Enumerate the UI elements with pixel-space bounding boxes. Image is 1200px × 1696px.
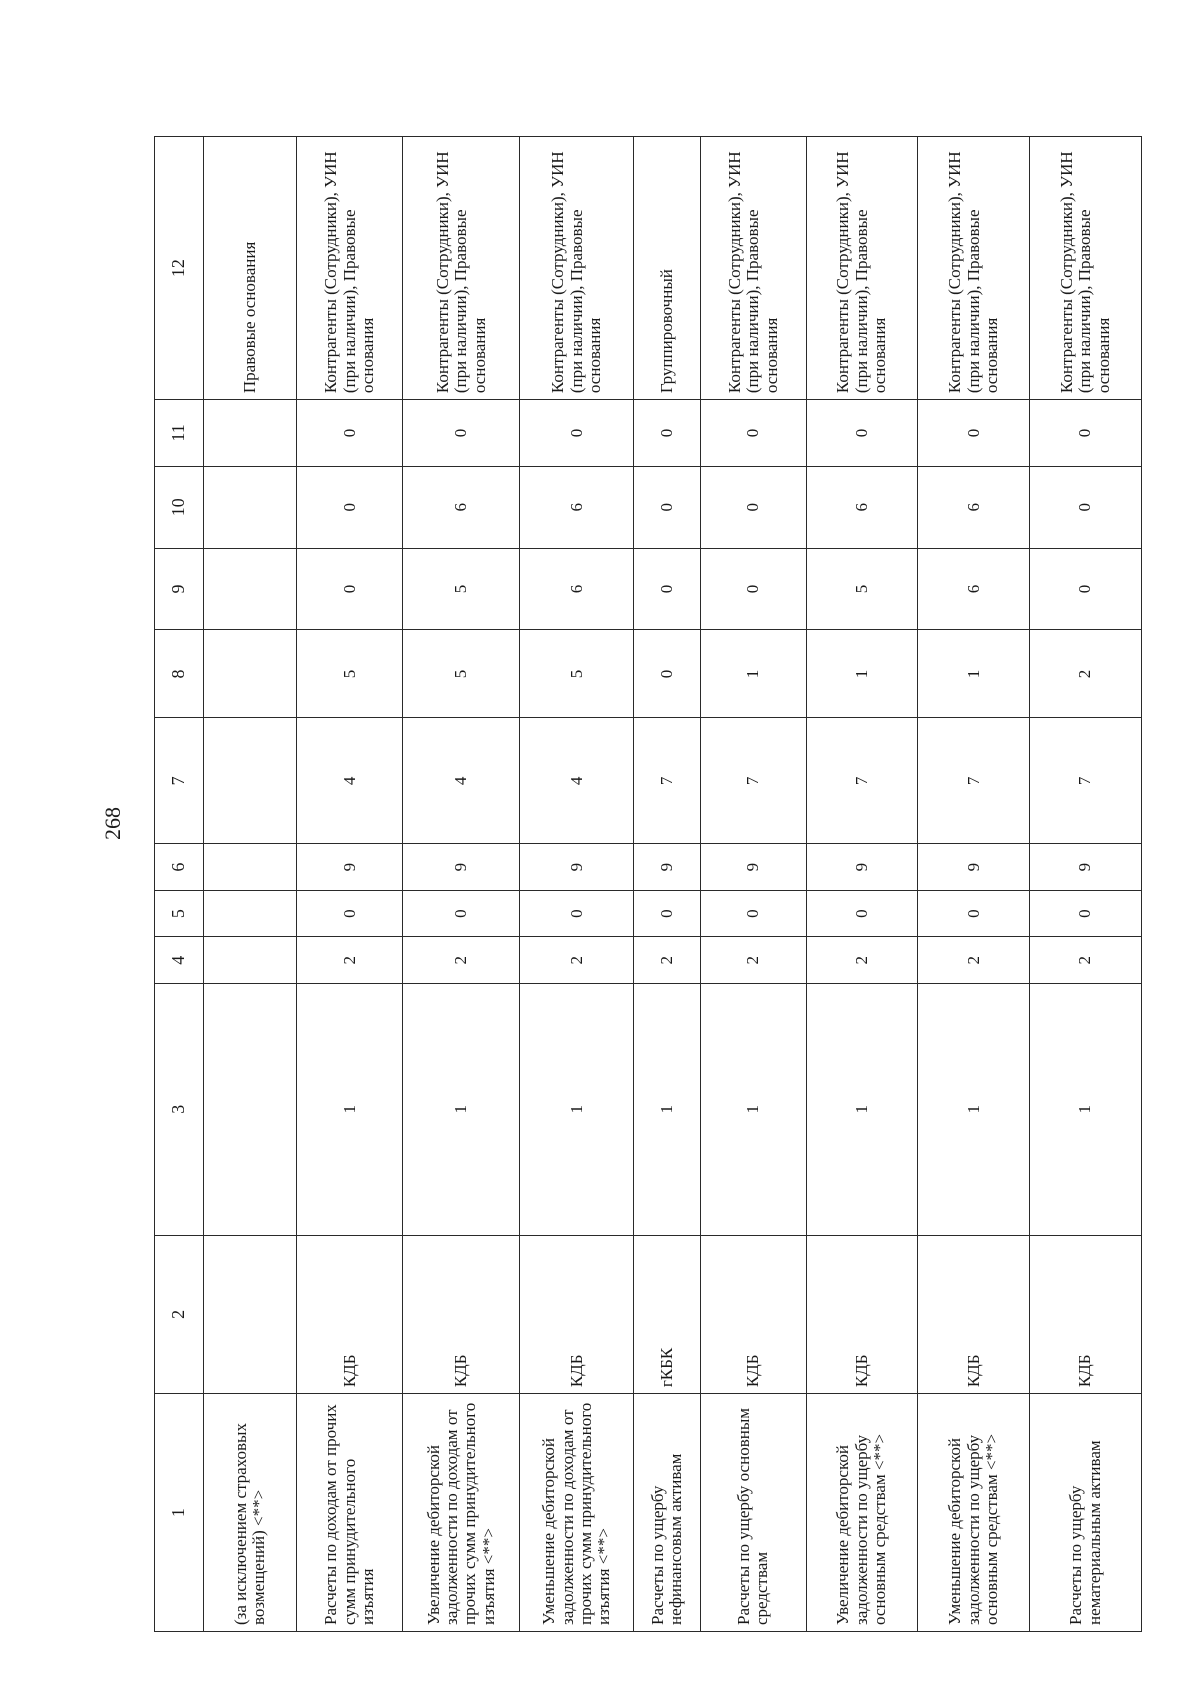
table-cell-col8: 5 xyxy=(520,630,634,718)
table-cell-col12: Контрагенты (Сотрудники), УИН (при наличии), Правовые основания xyxy=(806,137,918,400)
table-cell-col10: 0 xyxy=(296,466,403,548)
table-cell-col5 xyxy=(204,890,297,937)
table-cell-col4 xyxy=(204,937,297,984)
table-cell-col6: 9 xyxy=(701,844,806,891)
table-row xyxy=(296,137,403,1632)
table-cell-col9: 0 xyxy=(296,548,403,630)
col-header: 11 xyxy=(155,400,204,467)
table-cell-col2: гКБК xyxy=(634,1235,701,1394)
table-cell-col10: 0 xyxy=(701,466,806,548)
table-cell-col12: Контрагенты (Сотрудники), УИН (при наличии), Правовые основания xyxy=(520,137,634,400)
table-cell-col6: 9 xyxy=(296,844,403,891)
table-cell-col2: КДБ xyxy=(806,1235,918,1394)
table-cell-col8: 1 xyxy=(918,630,1030,718)
table-cell-col8: 0 xyxy=(634,630,701,718)
table-cell-col7: 7 xyxy=(634,718,701,844)
table-cell-col6 xyxy=(204,844,297,891)
table-row xyxy=(204,137,297,1632)
table-cell-col10: 6 xyxy=(520,466,634,548)
table-cell-col5: 0 xyxy=(296,890,403,937)
table-cell-col11: 0 xyxy=(918,400,1030,467)
table-cell-col8: 2 xyxy=(1030,630,1142,718)
table-cell-col2: КДБ xyxy=(403,1235,520,1394)
table-cell-col4: 2 xyxy=(806,937,918,984)
table-cell-col11: 0 xyxy=(806,400,918,467)
table-cell-col11 xyxy=(204,400,297,467)
table-cell-col5: 0 xyxy=(520,890,634,937)
table-cell-col3: 1 xyxy=(701,983,806,1235)
table-cell-col9: 5 xyxy=(806,548,918,630)
table-cell-col1: Увеличение дебиторской задолженности по доходам от прочих сумм принудительного изъятия <**> xyxy=(403,1394,520,1632)
table-cell-col3: 1 xyxy=(1030,983,1142,1235)
table-row xyxy=(918,137,1030,1632)
table-cell-col9: 0 xyxy=(701,548,806,630)
table-cell-col9: 5 xyxy=(403,548,520,630)
table-cell-col9: 6 xyxy=(520,548,634,630)
table-cell-col5: 0 xyxy=(918,890,1030,937)
table-cell-col6: 9 xyxy=(1030,844,1142,891)
table-cell-col11: 0 xyxy=(403,400,520,467)
table-cell-col7: 7 xyxy=(806,718,918,844)
table-cell-col10: 6 xyxy=(403,466,520,548)
table-row xyxy=(520,137,634,1632)
table-cell-col6: 9 xyxy=(806,844,918,891)
table-cell-col2 xyxy=(204,1235,297,1394)
col-header: 7 xyxy=(155,718,204,844)
table-cell-col4: 2 xyxy=(634,937,701,984)
table-cell-col4: 2 xyxy=(1030,937,1142,984)
col-header: 4 xyxy=(155,937,204,984)
table-cell-col7: 4 xyxy=(296,718,403,844)
table-row xyxy=(806,137,918,1632)
col-header: 9 xyxy=(155,548,204,630)
table-cell-col12: Правовые основания xyxy=(204,137,297,400)
table-cell-col1: Расчеты по ущербу основным средствам xyxy=(701,1394,806,1632)
table-cell-col4: 2 xyxy=(918,937,1030,984)
table-cell-col5: 0 xyxy=(1030,890,1142,937)
table-cell-col8: 5 xyxy=(403,630,520,718)
table-row xyxy=(701,137,806,1632)
table-cell-col1: Уменьшение дебиторской задолженности по доходам от прочих сумм принудительного изъятия <**> xyxy=(520,1394,634,1632)
table-cell-col11: 0 xyxy=(520,400,634,467)
table-cell-col3: 1 xyxy=(403,983,520,1235)
col-header: 1 xyxy=(155,1394,204,1632)
table-cell-col5: 0 xyxy=(806,890,918,937)
table-cell-col10: 6 xyxy=(806,466,918,548)
table-cell-col1: (за исключением страховых возмещений) <**> xyxy=(204,1394,297,1632)
table-cell-col1: Расчеты по доходам от прочих сумм принудительного изъятия xyxy=(296,1394,403,1632)
table-cell-col12: Контрагенты (Сотрудники), УИН (при наличии), Правовые основания xyxy=(918,137,1030,400)
header-row xyxy=(155,137,204,1632)
table-cell-col7: 4 xyxy=(403,718,520,844)
table-cell-col7: 7 xyxy=(918,718,1030,844)
table-cell-col12: Контрагенты (Сотрудники), УИН (при наличии), Правовые основания xyxy=(1030,137,1142,400)
table-cell-col4: 2 xyxy=(296,937,403,984)
table-cell-col4: 2 xyxy=(701,937,806,984)
table-cell-col9: 0 xyxy=(634,548,701,630)
table-cell-col1: Расчеты по ущербу нематериальным активам xyxy=(1030,1394,1142,1632)
col-header: 8 xyxy=(155,630,204,718)
table-cell-col6: 9 xyxy=(403,844,520,891)
table-cell-col1: Уменьшение дебиторской задолженности по ущербу основным средствам <**> xyxy=(918,1394,1030,1632)
table-cell-col8 xyxy=(204,630,297,718)
page-number: 268 xyxy=(100,807,125,840)
table-cell-col12: Группировочный xyxy=(634,137,701,400)
table-cell-col6: 9 xyxy=(520,844,634,891)
table-cell-col2: КДБ xyxy=(701,1235,806,1394)
table-cell-col3: 1 xyxy=(918,983,1030,1235)
table-cell-col5: 0 xyxy=(701,890,806,937)
table-cell-col3 xyxy=(204,983,297,1235)
col-header: 12 xyxy=(155,137,204,400)
table-cell-col1: Увеличение дебиторской задолженности по ущербу основным средствам <**> xyxy=(806,1394,918,1632)
table-cell-col10: 0 xyxy=(634,466,701,548)
table-cell-col10: 0 xyxy=(1030,466,1142,548)
table-cell-col12: Контрагенты (Сотрудники), УИН (при наличии), Правовые основания xyxy=(701,137,806,400)
accounts-table xyxy=(154,136,1142,1632)
table-cell-col7: 4 xyxy=(520,718,634,844)
table-cell-col7: 7 xyxy=(1030,718,1142,844)
table-cell-col5: 0 xyxy=(403,890,520,937)
table-cell-col6: 9 xyxy=(918,844,1030,891)
table-cell-col2: КДБ xyxy=(1030,1235,1142,1394)
table-cell-col3: 1 xyxy=(296,983,403,1235)
table-row xyxy=(1030,137,1142,1632)
table-row xyxy=(403,137,520,1632)
table-cell-col11: 0 xyxy=(1030,400,1142,467)
table-cell-col10: 6 xyxy=(918,466,1030,548)
table-cell-col6: 9 xyxy=(634,844,701,891)
table-cell-col5: 0 xyxy=(634,890,701,937)
table-cell-col4: 2 xyxy=(403,937,520,984)
table-cell-col10 xyxy=(204,466,297,548)
table-cell-col2: КДБ xyxy=(918,1235,1030,1394)
table-cell-col4: 2 xyxy=(520,937,634,984)
table-cell-col12: Контрагенты (Сотрудники), УИН (при наличии), Правовые основания xyxy=(296,137,403,400)
table-cell-col8: 1 xyxy=(806,630,918,718)
table-cell-col9: 0 xyxy=(1030,548,1142,630)
table-cell-col8: 5 xyxy=(296,630,403,718)
table-cell-col3: 1 xyxy=(520,983,634,1235)
col-header: 6 xyxy=(155,844,204,891)
table-cell-col12: Контрагенты (Сотрудники), УИН (при наличии), Правовые основания xyxy=(403,137,520,400)
col-header: 2 xyxy=(155,1235,204,1394)
col-header: 5 xyxy=(155,890,204,937)
table-cell-col2: КДБ xyxy=(296,1235,403,1394)
table-cell-col1: Расчеты по ущербу нефинансовым активам xyxy=(634,1394,701,1632)
col-header: 3 xyxy=(155,983,204,1235)
table-cell-col3: 1 xyxy=(634,983,701,1235)
table-body xyxy=(204,137,1142,1632)
table-cell-col3: 1 xyxy=(806,983,918,1235)
table-cell-col9: 6 xyxy=(918,548,1030,630)
col-header: 10 xyxy=(155,466,204,548)
table-cell-col11: 0 xyxy=(701,400,806,467)
table-cell-col11: 0 xyxy=(296,400,403,467)
table-cell-col9 xyxy=(204,548,297,630)
table-cell-col8: 1 xyxy=(701,630,806,718)
table-cell-col2: КДБ xyxy=(520,1235,634,1394)
table-row xyxy=(634,137,701,1632)
table-cell-col7 xyxy=(204,718,297,844)
table-cell-col7: 7 xyxy=(701,718,806,844)
table-cell-col11: 0 xyxy=(634,400,701,467)
